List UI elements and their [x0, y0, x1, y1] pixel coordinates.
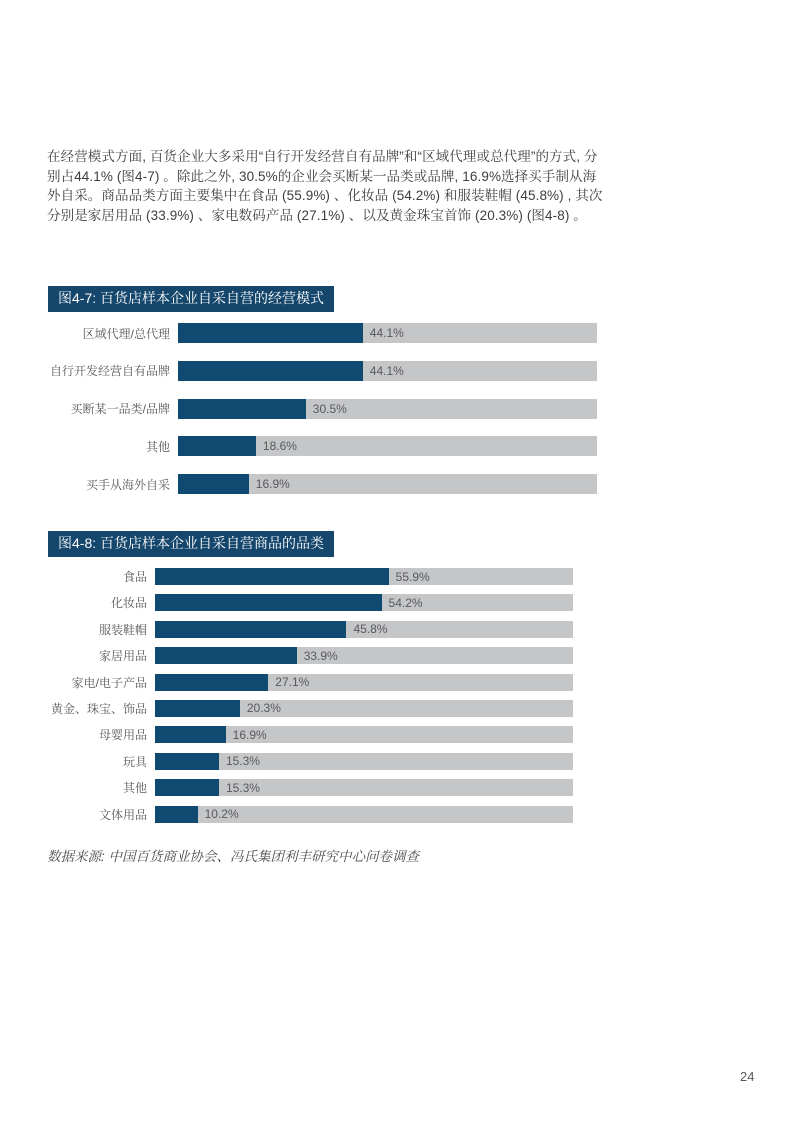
- figure-4-8: [48, 531, 573, 832]
- figure-4-7-bars: [48, 323, 597, 494]
- bar-value-label: 15.3%: [225, 754, 260, 769]
- bar-track: [178, 323, 597, 343]
- chart-row: [48, 594, 573, 611]
- chart-row: [48, 806, 573, 823]
- bar-fill: [155, 806, 198, 823]
- bar-track: [155, 621, 573, 638]
- chart-row: [48, 474, 597, 494]
- bar-fill: [155, 647, 297, 664]
- body-paragraph: 在经营模式方面, 百货企业大多采用“自行开发经营自有品牌”和“区域代理或总代理”的方式, 分别占44.1% (图4-7) 。除此之外, 30.5%的企业会买断某一品类或品牌, 16.9%选择买手制从海外自采。商品品类方面主要集中在食品 (55.9%) 、化妆品 (54.2%) 和服装鞋帽 (45.8%) , 其次分别是家居用品 (33.9%) 、家电数码产品 (27.1%) 、以及黄金珠宝首饰 (20.3%) (图4-8) 。: [47, 149, 603, 223]
- bar-category-label: 食品: [122, 570, 147, 584]
- figure-4-8-bars: [48, 568, 573, 823]
- bar-category-label: 黄金、珠宝、饰品: [50, 701, 147, 716]
- page-number: 24: [740, 1069, 755, 1084]
- bar-fill: [155, 700, 240, 717]
- bar-track: [178, 399, 597, 419]
- bar-value-label: 54.2%: [388, 595, 423, 610]
- bar-value-label: 27.1%: [275, 675, 310, 690]
- bar-track: [155, 753, 573, 770]
- bar-value-label: 15.3%: [225, 780, 260, 795]
- bar-fill: [178, 474, 249, 494]
- chart-row: [48, 674, 573, 691]
- bar-category-label: 买手从海外自采: [85, 477, 170, 492]
- bar-category-label: 家居用品: [98, 649, 147, 664]
- chart-row: [48, 647, 573, 664]
- bar-category-label: 文体用品: [98, 807, 147, 822]
- chart-row: [48, 361, 597, 381]
- bar-category-label: 母婴用品: [98, 728, 147, 743]
- data-source-note: 数据来源: 中国百货商业协会、冯氏集团利丰研究中心问卷调查: [47, 849, 420, 864]
- figure-4-7: [48, 286, 597, 512]
- bar-fill: [155, 779, 219, 796]
- bar-track: [155, 779, 573, 796]
- bar-category-label: 家电/电子产品: [71, 675, 147, 690]
- bar-value-label: 10.2%: [204, 807, 239, 822]
- chart-row: [48, 726, 573, 743]
- bar-category-label: 其他: [145, 439, 170, 454]
- bar-value-label: 20.3%: [246, 701, 281, 716]
- chart-row: [48, 436, 597, 456]
- chart-row: [48, 700, 573, 717]
- bar-track: [178, 361, 597, 381]
- chart-row: [48, 779, 573, 796]
- bar-track: [178, 436, 597, 456]
- bar-track: [155, 647, 573, 664]
- bar-track: [155, 674, 573, 691]
- bar-value-label: 33.9%: [303, 648, 338, 663]
- bar-category-label: 其他: [122, 781, 147, 796]
- chart-row: [48, 568, 573, 585]
- bar-fill: [155, 621, 346, 638]
- bar-fill: [178, 436, 256, 456]
- bar-fill: [155, 674, 268, 691]
- bar-value-label: 45.8%: [353, 622, 388, 637]
- bar-category-label: 区域代理/总代理: [82, 326, 170, 341]
- figure-4-8-title: 图4-8: 百货店样本企业自采自营商品的品类: [48, 531, 334, 557]
- bar-value-label: 44.1%: [369, 363, 404, 378]
- bar-value-label: 44.1%: [369, 326, 404, 340]
- bar-value-label: 18.6%: [262, 439, 297, 454]
- figure-4-7-title: 图4-7: 百货店样本企业自采自营的经营模式: [48, 286, 334, 312]
- bar-track: [155, 594, 573, 611]
- bar-track: [155, 806, 573, 823]
- bar-category-label: 化妆品: [110, 596, 147, 611]
- bar-track: [155, 726, 573, 743]
- bar-fill: [178, 399, 306, 419]
- bar-fill: [178, 361, 363, 381]
- bar-value-label: 30.5%: [312, 401, 347, 416]
- chart-row: [48, 753, 573, 770]
- chart-row: [48, 399, 597, 419]
- bar-value-label: 16.9%: [255, 477, 290, 492]
- chart-row: [48, 621, 573, 638]
- bar-track: [155, 700, 573, 717]
- bar-category-label: 玩具: [122, 754, 147, 769]
- bar-track: [155, 568, 573, 585]
- bar-fill: [155, 594, 382, 611]
- bar-fill: [155, 726, 226, 743]
- bar-fill: [155, 753, 219, 770]
- bar-value-label: 16.9%: [232, 727, 267, 742]
- bar-fill: [178, 323, 363, 343]
- bar-track: [178, 474, 597, 494]
- bar-fill: [155, 568, 389, 585]
- bar-category-label: 买断某一品类/品牌: [70, 402, 170, 417]
- chart-row: [48, 323, 597, 343]
- bar-category-label: 服装鞋帽: [98, 622, 147, 637]
- bar-value-label: 55.9%: [395, 569, 430, 584]
- bar-category-label: 自行开发经营自有品牌: [49, 364, 170, 379]
